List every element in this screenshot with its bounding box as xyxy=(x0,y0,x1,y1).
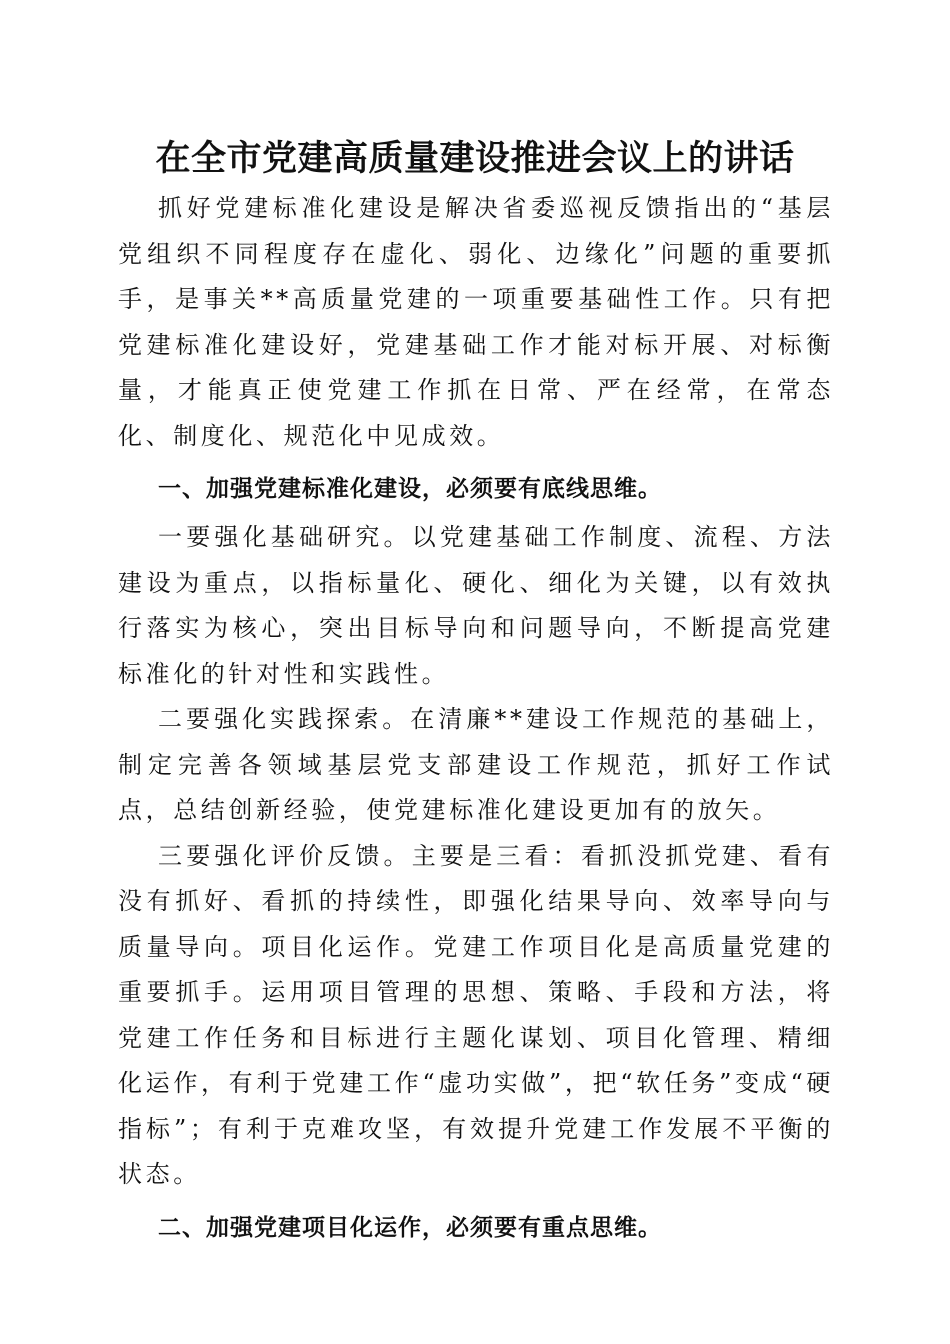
paragraph-point-3: 三要强化评价反馈。主要是三看：看抓没抓党建、看有没有抓好、看抓的持续性，即强化结果导向、效率导向与质量导向。项目化运作。党建工作项目化是高质量党建的重要抓手。运用项目管理的思想、策略、手段和方法，将党建工作任务和目标进行主题化谋划、项目化管理、精细化运作，有利于党建工作“虚功实做”，把“软任务”变成“硬指标”；有利于克难攻坚，有效提升党建工作发展不平衡的状态。 xyxy=(118,841,834,1188)
document-title: 在全市党建高质量建设推进会议上的讲话 xyxy=(155,138,795,179)
section-heading-2: 二、加强党建项目化运作，必须要有重点思维。 xyxy=(158,1214,662,1241)
paragraph-point-2: 二要强化实践探索。在清廉**建设工作规范的基础上，制定完善各领域基层党支部建设工作规范，抓好工作试点，总结创新经验，使党建标准化建设更加有的放矢。 xyxy=(118,705,834,824)
paragraph-intro: 抓好党建标准化建设是解决省委巡视反馈指出的“基层党组织不同程度存在虚化、弱化、边缘化”问题的重要抓手，是事关**高质量党建的一项重要基础性工作。只有把党建标准化建设好，党建基础工作才能对标开展、对标衡量，才能真正使党建工作抓在日常、严在经常，在常态化、制度化、规范化中见成效。 xyxy=(118,194,834,450)
paragraph-point-1: 一要强化基础研究。以党建基础工作制度、流程、方法建设为重点，以指标量化、硬化、细化为关键，以有效执行落实为核心，突出目标导向和问题导向，不断提高党建标准化的针对性和实践性。 xyxy=(118,523,834,688)
section-heading-1: 一、加强党建标准化建设，必须要有底线思维。 xyxy=(158,476,662,502)
document-body xyxy=(118,186,834,1254)
